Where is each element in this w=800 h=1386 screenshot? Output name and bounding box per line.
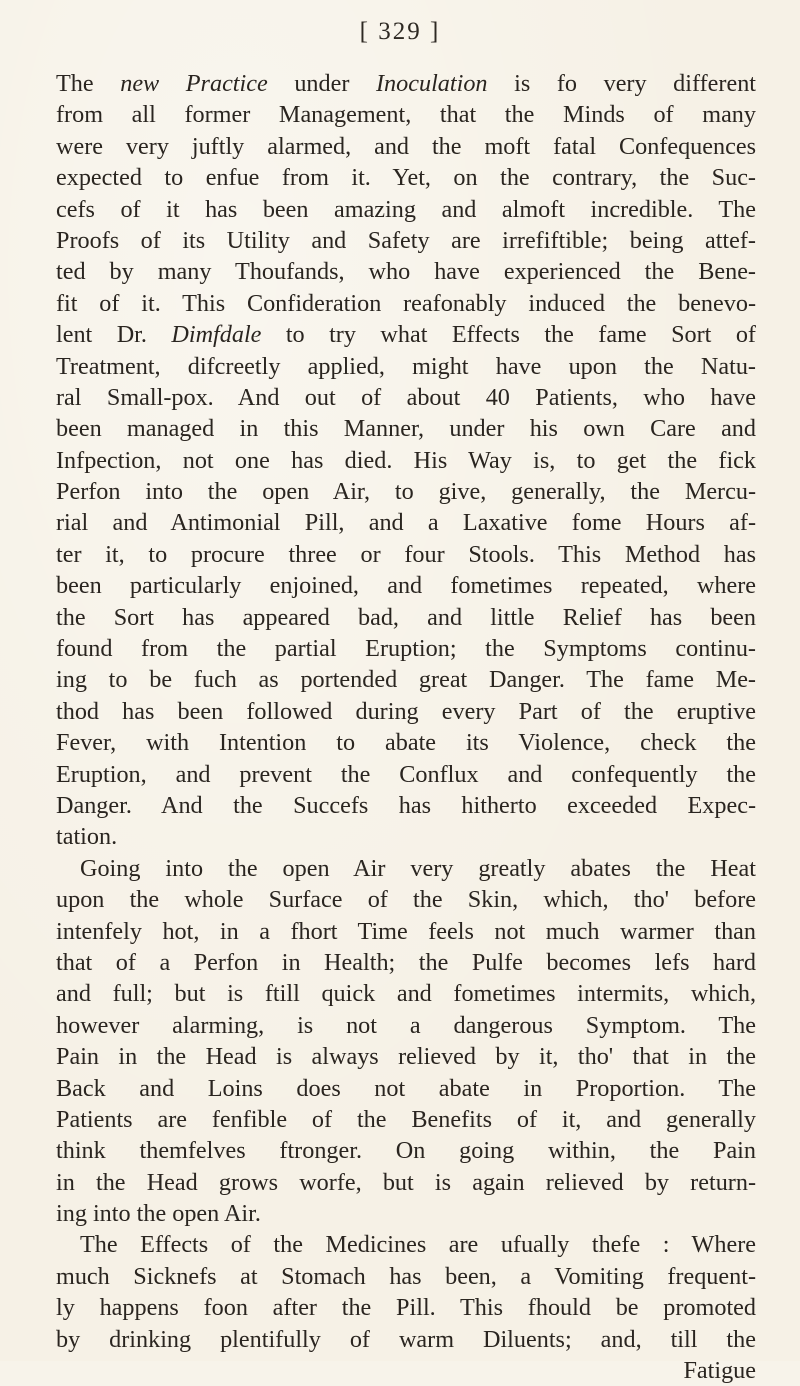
text-segment: much Sicknefs at Stomach has been, a Vomiting frequent- [56,1262,756,1290]
italic-text-segment: Dimfdale [171,321,262,349]
text-segment: ly happens foon after the Pill. This fhould be promoted [56,1294,756,1322]
text-line [56,790,756,821]
text-line [56,759,756,790]
text-line [56,1167,756,1198]
text-segment: that of a Perfon in Health; the Pulfe becomes lefs hard [56,948,756,976]
text-line [56,884,756,915]
text-line [56,1073,756,1104]
text-line [56,256,756,287]
text-segment: however alarming, is not a dangerous Symptom. The [56,1011,756,1039]
text-line [56,507,756,538]
text-line [56,947,756,978]
text-line [56,68,756,99]
text-line [56,162,756,193]
text-segment: The Effects of the Medicines are ufually thefe : Where [80,1231,756,1259]
text-line [56,821,756,852]
text-segment: Pain in the Head is always relieved by it, tho' that in the [56,1043,756,1071]
text-line [56,727,756,758]
text-line [56,853,756,884]
text-segment: expected to enfue from it. Yet, on the contrary, the Suc- [56,164,756,192]
text-line [56,194,756,225]
text-segment: Patients are fenfible of the Benefits of it, and generally [56,1105,756,1133]
text-line [56,1229,756,1260]
text-line [56,1292,756,1323]
text-line [56,288,756,319]
text-segment: in the Head grows worfe, but is again relieved by return- [56,1168,756,1196]
text-segment: Treatment, difcreetly applied, might have upon the Natu- [56,352,756,380]
text-line [56,1261,756,1292]
text-segment: upon the whole Surface of the Skin, which, tho' before [56,886,756,914]
text-line [56,1041,756,1072]
text-segment: and full; but is ftill quick and fometimes intermits, which, [56,980,756,1008]
italic-text-segment: Inoculation [376,70,488,97]
text-line [56,476,756,507]
text-segment: Back and Loins does not abate in Proportion. The [56,1074,756,1102]
text-line [56,1010,756,1041]
text-segment: were very juftly alarmed, and the moft fatal Confequences [56,132,756,160]
body-text [56,68,756,1386]
text-line [56,696,756,727]
text-segment: thod has been followed during every Part of the eruptive [56,697,756,725]
text-segment: Going into the open Air very greatly abates the Heat [80,854,756,882]
text-segment: Fever, with Intention to abate its Violence, check the [56,729,756,757]
page-number: [ 329 ] [359,18,441,45]
text-segment: by drinking plentifully of warm Diluents; and, till the [56,1325,756,1353]
text-segment: The [56,70,121,97]
text-line [56,445,756,476]
text-segment: the Sort has appeared bad, and little Relief has been [56,603,756,631]
text-line [56,1135,756,1166]
text-segment: from all former Management, that the Minds of many [56,101,756,129]
text-line [56,1198,756,1229]
text-segment: cefs of it has been amazing and almoft incredible. The [56,195,756,223]
italic-text-segment: new Practice [120,70,268,97]
text-segment: Proofs of its Utility and Safety are irrefiftible; being attef- [56,226,756,254]
text-line [56,539,756,570]
text-segment: been particularly enjoined, and fometimes repeated, where [56,572,756,600]
text-segment: lent Dr. [56,321,172,349]
text-line [56,602,756,633]
text-segment: ter it, to procure three or four Stools. This Method has [56,540,756,568]
text-segment: Infpection, not one has died. His Way is, to get the fick [56,446,756,474]
text-segment: Eruption, and prevent the Conflux and confequently the [56,760,756,788]
text-line [56,319,756,350]
text-segment: found from the partial Eruption; the Symptoms continu- [56,635,756,663]
text-line [56,131,756,162]
text-segment: under [267,70,376,97]
text-line [56,225,756,256]
text-line [56,664,756,695]
text-line [56,978,756,1009]
text-segment: intenfely hot, in a fhort Time feels not much warmer than [56,917,756,945]
text-line [56,382,756,413]
text-segment: rial and Antimonial Pill, and a Laxative fome Hours af- [56,509,756,537]
text-segment: Danger. And the Succefs has hitherto exceeded Expec- [56,791,756,819]
text-segment: ted by many Thoufands, who have experienced the Bene- [56,258,756,286]
text-segment: tation. [56,823,118,851]
text-segment: think themfelves ftronger. On going within, the Pain [56,1137,756,1165]
text-line [56,413,756,444]
text-segment: ing to be fuch as portended great Danger. The fame Me- [56,666,756,694]
text-line [56,633,756,664]
text-segment: to try what Effects the fame Sort of [261,321,756,349]
text-line [56,351,756,382]
text-line [56,99,756,130]
text-segment: been managed in this Manner, under his own Care and [56,415,756,443]
text-segment: ing into the open Air. [56,1200,261,1228]
text-line [56,1104,756,1135]
text-segment: Perfon into the open Air, to give, generally, the Mercu- [56,478,756,506]
text-line [56,570,756,601]
text-line [56,1324,756,1355]
text-segment: is fo very different [487,70,757,97]
text-segment: ral Small-pox. And out of about 40 Patients, who have [56,383,756,411]
text-segment: fit of it. This Confideration reafonably induced the benevo- [56,289,756,317]
text-line [56,916,756,947]
catchword: Fatigue [683,1357,756,1385]
